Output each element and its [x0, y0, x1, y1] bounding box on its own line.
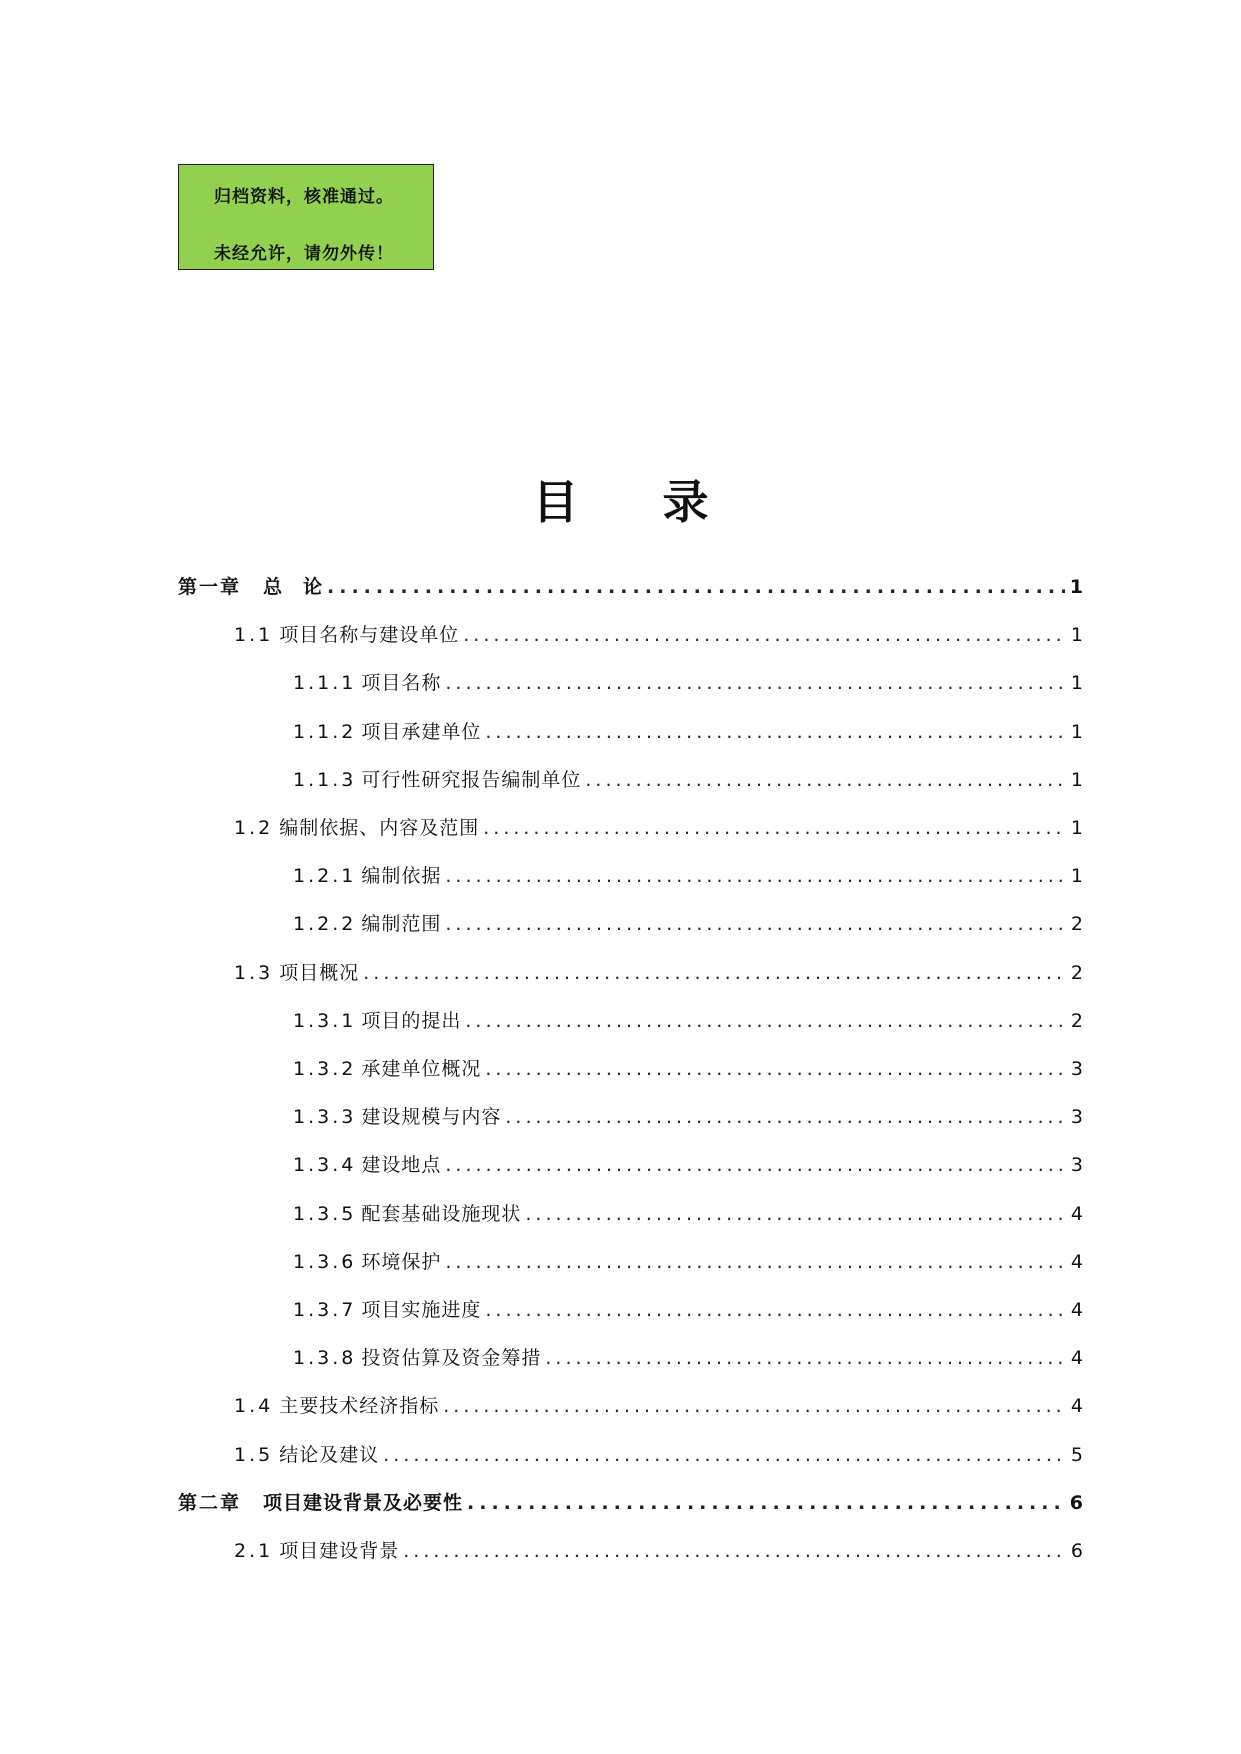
toc-entry-title: 编制依据 [361, 865, 442, 887]
toc-entry[interactable] [293, 861, 1083, 891]
toc-dot-leader [403, 1536, 1065, 1566]
archive-stamp [178, 164, 434, 270]
toc-entry-page-number: 1 [1070, 624, 1083, 646]
toc-entry[interactable] [293, 1247, 1083, 1277]
toc-entry-page-number: 6 [1069, 1492, 1083, 1514]
toc-entry-number: 1.3.8 [293, 1347, 357, 1369]
toc-entry-title: 项目建设背景 [279, 1540, 400, 1562]
toc-entry-page-number: 4 [1070, 1347, 1083, 1369]
toc-entry[interactable] [234, 620, 1083, 650]
toc-dot-leader [383, 1440, 1065, 1470]
toc-entry[interactable] [178, 1488, 1083, 1518]
toc-dot-leader [585, 765, 1065, 795]
toc-entry-title: 项目名称与建设单位 [279, 624, 460, 646]
toc-entry[interactable] [293, 1102, 1083, 1132]
toc-entry-title: 建设地点 [361, 1154, 442, 1176]
toc-entry[interactable] [293, 1054, 1083, 1084]
toc-dot-leader [465, 1006, 1065, 1036]
toc-dot-leader [485, 717, 1065, 747]
toc-entry-title: 编制范围 [361, 913, 442, 935]
toc-entry-title: 编制依据、内容及范围 [279, 817, 480, 839]
toc-entry-page-number: 3 [1070, 1058, 1083, 1080]
toc-entry-number: 1.3.7 [293, 1299, 357, 1321]
toc-entry-title: 结论及建议 [279, 1444, 380, 1466]
toc-entry-title: 项目名称 [361, 672, 442, 694]
toc-entry-page-number: 1 [1070, 817, 1083, 839]
toc-entry-number: 第二章 [178, 1492, 242, 1514]
toc-entry-title: 承建单位概况 [361, 1058, 482, 1080]
toc-dot-leader [327, 572, 1065, 602]
toc-entry-number: 1.4 [234, 1395, 274, 1417]
toc-entry[interactable] [234, 958, 1083, 988]
toc-entry[interactable] [293, 1150, 1083, 1180]
toc-dot-leader [545, 1343, 1065, 1373]
toc-entry-number: 1.3.6 [293, 1251, 357, 1273]
toc-entry-page-number: 4 [1070, 1395, 1083, 1417]
toc-entry-page-number: 4 [1070, 1299, 1083, 1321]
toc-entry-number: 1.1.1 [293, 672, 357, 694]
toc-entry-page-number: 3 [1070, 1106, 1083, 1128]
toc-entry[interactable] [293, 1343, 1083, 1373]
toc-entry-title: 建设规模与内容 [361, 1106, 502, 1128]
toc-entry-page-number: 6 [1070, 1540, 1083, 1562]
toc-entry-number: 1.2.1 [293, 865, 357, 887]
toc-entry-number: 1.3.2 [293, 1058, 357, 1080]
toc-entry-number: 1.3.3 [293, 1106, 357, 1128]
toc-entry-page-number: 2 [1070, 913, 1083, 935]
toc-dot-leader [463, 620, 1065, 650]
toc-title: 目录 [532, 475, 793, 529]
toc-entry[interactable] [234, 1440, 1083, 1470]
toc-entry-title: 可行性研究报告编制单位 [361, 769, 582, 791]
toc-entry-page-number: 5 [1070, 1444, 1083, 1466]
toc-entry-title: 主要技术经济指标 [279, 1395, 440, 1417]
toc-entry-title: 项目承建单位 [361, 721, 482, 743]
toc-dot-leader [445, 861, 1065, 891]
toc-entry-number: 第一章 [178, 576, 242, 598]
toc-entry-number: 1.1.2 [293, 721, 357, 743]
toc-entry-page-number: 1 [1069, 576, 1083, 598]
toc-entry-number: 1.3.5 [293, 1203, 357, 1225]
toc-entry-page-number: 2 [1070, 962, 1083, 984]
toc-dot-leader [445, 668, 1065, 698]
toc-entry[interactable] [293, 909, 1083, 939]
toc-entry-page-number: 1 [1070, 865, 1083, 887]
toc-entry[interactable] [293, 717, 1083, 747]
toc-entry-page-number: 1 [1070, 672, 1083, 694]
toc-entry-page-number: 1 [1070, 721, 1083, 743]
toc-entry-title: 投资估算及资金筹措 [361, 1347, 542, 1369]
toc-entry[interactable] [178, 572, 1083, 602]
toc-entry-page-number: 3 [1070, 1154, 1083, 1176]
toc-entry[interactable] [293, 1295, 1083, 1325]
toc-entry-number: 1.3.1 [293, 1010, 357, 1032]
toc-entry-number: 1.3.4 [293, 1154, 357, 1176]
toc-entry-title: 项目实施进度 [361, 1299, 482, 1321]
toc-entry-page-number: 4 [1070, 1251, 1083, 1273]
toc-entry-page-number: 2 [1070, 1010, 1083, 1032]
stamp-line-approved: 归档资料，核准通过。 [214, 187, 394, 207]
toc-dot-leader [483, 813, 1065, 843]
toc-entry[interactable] [234, 1391, 1083, 1421]
toc-entry[interactable] [293, 1006, 1083, 1036]
toc-entry[interactable] [234, 813, 1083, 843]
toc-entry-page-number: 1 [1070, 769, 1083, 791]
toc-entry-title: 项目的提出 [361, 1010, 462, 1032]
toc-entry-title: 项目概况 [279, 962, 360, 984]
toc-entry-number: 1.1 [234, 624, 274, 646]
toc-entry-number: 1.3 [234, 962, 274, 984]
toc-dot-leader [363, 958, 1065, 988]
toc-entry-number: 2.1 [234, 1540, 274, 1562]
toc-entry-number: 1.5 [234, 1444, 274, 1466]
toc-entry[interactable] [293, 668, 1083, 698]
toc-dot-leader [445, 1247, 1065, 1277]
toc-entry-page-number: 4 [1070, 1203, 1083, 1225]
toc-entry-title: 环境保护 [361, 1251, 442, 1273]
toc-entry[interactable] [293, 1199, 1083, 1229]
toc-entry-number: 1.2.2 [293, 913, 357, 935]
toc-dot-leader [445, 909, 1065, 939]
toc-dot-leader [505, 1102, 1065, 1132]
toc-entry-number: 1.2 [234, 817, 274, 839]
toc-entry-title: 总 论 [263, 576, 324, 598]
toc-entry[interactable] [293, 765, 1083, 795]
toc-dot-leader [485, 1054, 1065, 1084]
toc-dot-leader [525, 1199, 1065, 1229]
toc-dot-leader [445, 1150, 1065, 1180]
toc-dot-leader [467, 1488, 1065, 1518]
toc-dot-leader [443, 1391, 1065, 1421]
toc-dot-leader [485, 1295, 1065, 1325]
stamp-line-no-distribution: 未经允许，请勿外传！ [214, 244, 394, 264]
toc-entry-number: 1.1.3 [293, 769, 357, 791]
toc-entry[interactable] [234, 1536, 1083, 1566]
toc-entry-title: 配套基础设施现状 [361, 1203, 522, 1225]
toc-entry-title: 项目建设背景及必要性 [263, 1492, 464, 1514]
